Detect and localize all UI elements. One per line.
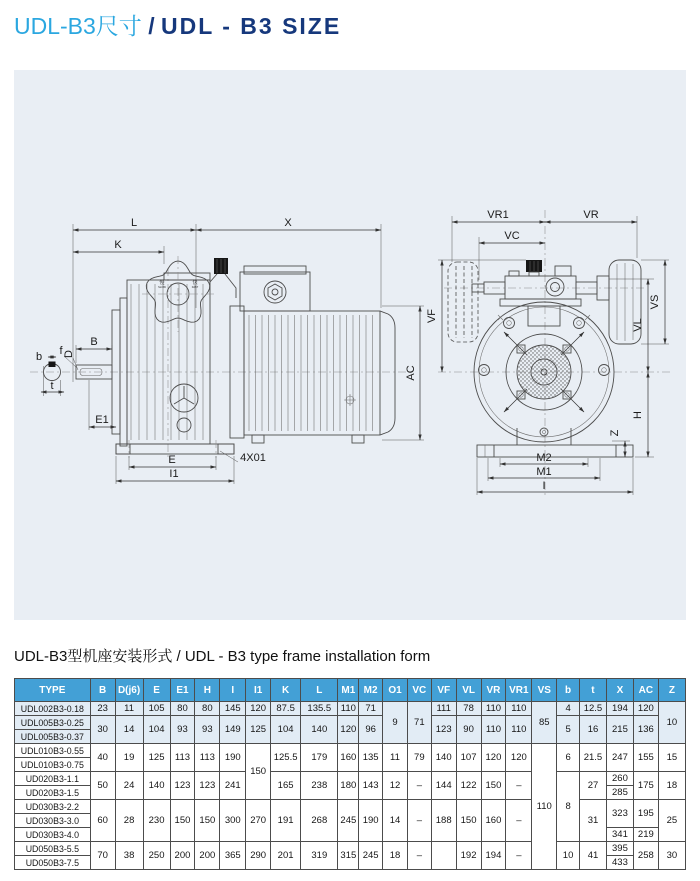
table-row <box>15 800 686 814</box>
size-table-wrapper <box>14 678 686 870</box>
value-cell: 188 <box>431 800 456 842</box>
value-cell: 175 <box>633 772 658 800</box>
col-header-E: E <box>143 679 170 702</box>
dim-label-4X01: 4X01 <box>240 452 266 464</box>
value-cell: 15 <box>658 744 685 772</box>
value-cell: 4 <box>557 702 580 716</box>
value-cell: 90 <box>456 716 481 744</box>
dim-label-f: f <box>59 345 63 357</box>
value-cell: 230 <box>143 800 170 842</box>
value-cell: 60 <box>90 800 115 842</box>
value-cell: 219 <box>633 828 658 842</box>
col-header-AC: AC <box>633 679 658 702</box>
value-cell: 79 <box>407 744 431 772</box>
value-cell: 8 <box>557 772 580 842</box>
value-cell: 140 <box>431 744 456 772</box>
value-cell: 290 <box>246 842 271 870</box>
col-header-M2: M2 <box>359 679 383 702</box>
value-cell: 200 <box>195 842 220 870</box>
value-cell: – <box>506 772 532 800</box>
dim-label-b: b <box>35 351 43 363</box>
value-cell: 14 <box>383 800 408 842</box>
value-cell: 247 <box>606 744 633 772</box>
value-cell: 16 <box>580 716 607 744</box>
col-header-VC: VC <box>407 679 431 702</box>
dim-label-VR: VR <box>583 209 599 221</box>
dim-label-VF: VF <box>426 308 438 324</box>
value-cell: 87.5 <box>271 702 301 716</box>
col-header-VL: VL <box>456 679 481 702</box>
value-cell: 150 <box>246 744 271 800</box>
value-cell: 120 <box>246 702 271 716</box>
value-cell: 190 <box>220 744 246 772</box>
value-cell: 194 <box>606 702 633 716</box>
dim-label-AC: AC <box>405 365 417 381</box>
value-cell: 160 <box>481 800 506 842</box>
value-cell: 135 <box>359 744 383 772</box>
value-cell: 120 <box>506 744 532 772</box>
value-cell: 258 <box>633 842 658 870</box>
dim-label-D: D <box>63 350 75 358</box>
value-cell: 18 <box>383 842 408 870</box>
value-cell: 160 <box>338 744 359 772</box>
page-title-en: UDL - B3 SIZE <box>160 13 342 39</box>
value-cell: 241 <box>220 772 246 800</box>
value-cell: 285 <box>606 786 633 800</box>
table-row <box>15 772 686 786</box>
value-cell: 195 <box>633 800 658 828</box>
value-cell: 200 <box>170 842 195 870</box>
value-cell: 120 <box>481 744 506 772</box>
dim-label-t: t <box>50 380 54 392</box>
value-cell: 149 <box>220 716 246 744</box>
table-row <box>15 842 686 856</box>
dim-label-I1: I1 <box>169 468 179 480</box>
type-cell: UDL005B3-0.37 <box>15 730 91 744</box>
col-header-E1: E1 <box>170 679 195 702</box>
value-cell: 125 <box>143 744 170 772</box>
col-header-VR1: VR1 <box>506 679 532 702</box>
value-cell: 395 <box>606 842 633 856</box>
value-cell: 78 <box>456 702 481 716</box>
type-cell: UD030B3-2.2 <box>15 800 91 814</box>
shaft-knurl <box>517 345 571 399</box>
page-title <box>14 8 341 41</box>
value-cell: 323 <box>606 800 633 828</box>
value-cell: 71 <box>359 702 383 716</box>
type-cell: UDL010B3-0.55 <box>15 744 91 758</box>
type-cell: UDL002B3-0.18 <box>15 702 91 716</box>
value-cell: 80 <box>195 702 220 716</box>
value-cell: 111 <box>431 702 456 716</box>
value-cell: 113 <box>170 744 195 772</box>
dim-label-M2: M2 <box>536 452 552 464</box>
value-cell: 96 <box>359 716 383 744</box>
value-cell: 245 <box>338 800 359 842</box>
value-cell: 24 <box>115 772 143 800</box>
dim-label-X: X <box>284 217 292 229</box>
col-header-L: L <box>301 679 338 702</box>
dim-label-K: K <box>114 239 122 251</box>
value-cell: 110 <box>506 702 532 716</box>
type-cell: UD050B3-5.5 <box>15 842 91 856</box>
size-table-body <box>15 702 686 870</box>
value-cell: 14 <box>115 716 143 744</box>
value-cell: 25 <box>658 800 685 842</box>
value-cell: 215 <box>606 716 633 744</box>
value-cell: 270 <box>246 800 271 842</box>
value-cell: 143 <box>359 772 383 800</box>
control-head-body <box>505 276 576 299</box>
drawing-panel <box>14 70 686 620</box>
value-cell: 19 <box>115 744 143 772</box>
value-cell: 123 <box>170 772 195 800</box>
value-cell: 194 <box>481 842 506 870</box>
value-cell: 123 <box>195 772 220 800</box>
value-cell: 9 <box>383 702 408 744</box>
table-row <box>15 744 686 758</box>
dim-label-VC: VC <box>504 230 520 242</box>
value-cell: 93 <box>170 716 195 744</box>
value-cell: 105 <box>143 702 170 716</box>
value-cell: 155 <box>633 744 658 772</box>
value-cell: 120 <box>633 702 658 716</box>
dim-label-VR1: VR1 <box>487 209 509 221</box>
value-cell: – <box>407 800 431 842</box>
value-cell: 319 <box>301 842 338 870</box>
table-caption: UDL-B3型机座安装形式 / UDL - B3 type frame installation form <box>14 648 431 665</box>
value-cell: 192 <box>456 842 481 870</box>
col-header-M1: M1 <box>338 679 359 702</box>
dim-label-B: B <box>90 336 98 348</box>
col-header-Z: Z <box>658 679 685 702</box>
type-cell: UDL005B3-0.25 <box>15 716 91 730</box>
col-header-t: t <box>580 679 607 702</box>
knob-label-fast-cn: 快 <box>192 280 198 286</box>
value-cell: 113 <box>195 744 220 772</box>
value-cell: 268 <box>301 800 338 842</box>
size-table-head-row <box>15 679 686 702</box>
value-cell: 71 <box>407 702 431 744</box>
value-cell: 260 <box>606 772 633 786</box>
value-cell: 50 <box>90 772 115 800</box>
value-cell: 10 <box>658 702 685 744</box>
page-title-cn: UDL-B3尺寸 <box>14 13 142 39</box>
value-cell: – <box>407 842 431 870</box>
motor-fins <box>249 315 373 431</box>
value-cell: 136 <box>633 716 658 744</box>
value-cell: 150 <box>456 800 481 842</box>
value-cell: 144 <box>431 772 456 800</box>
col-header-D(j6): D(j6) <box>115 679 143 702</box>
value-cell <box>431 842 456 870</box>
value-cell: 110 <box>506 716 532 744</box>
value-cell: 70 <box>90 842 115 870</box>
value-cell: 110 <box>532 744 557 870</box>
gearbox-ribs <box>131 284 203 440</box>
col-header-VR: VR <box>481 679 506 702</box>
value-cell: 140 <box>143 772 170 800</box>
value-cell: 250 <box>143 842 170 870</box>
value-cell: 122 <box>456 772 481 800</box>
col-header-H: H <box>195 679 220 702</box>
value-cell: 40 <box>90 744 115 772</box>
side-view-drawing <box>30 217 424 484</box>
value-cell: 179 <box>301 744 338 772</box>
value-cell: 315 <box>338 842 359 870</box>
value-cell: 85 <box>532 702 557 744</box>
value-cell: 28 <box>115 800 143 842</box>
value-cell: 5 <box>557 716 580 744</box>
value-cell: 190 <box>359 800 383 842</box>
value-cell: 341 <box>606 828 633 842</box>
col-header-b: b <box>557 679 580 702</box>
value-cell: 238 <box>301 772 338 800</box>
value-cell: 10 <box>557 842 580 870</box>
col-header-O1: O1 <box>383 679 408 702</box>
col-header-VF: VF <box>431 679 456 702</box>
value-cell: 27 <box>580 772 607 800</box>
value-cell: 41 <box>580 842 607 870</box>
value-cell: – <box>506 842 532 870</box>
type-cell: UD050B3-7.5 <box>15 856 91 870</box>
dim-label-I: I <box>542 480 546 492</box>
value-cell: 125.5 <box>271 744 301 772</box>
knob-label-slow-en: SLOW <box>158 286 166 289</box>
value-cell: 140 <box>301 716 338 744</box>
value-cell: 12.5 <box>580 702 607 716</box>
col-header-I: I <box>220 679 246 702</box>
value-cell: 300 <box>220 800 246 842</box>
value-cell: 31 <box>580 800 607 842</box>
type-cell: UD030B3-4.0 <box>15 828 91 842</box>
value-cell: 30 <box>90 716 115 744</box>
value-cell: 433 <box>606 856 633 870</box>
dim-label-M1: M1 <box>536 466 552 478</box>
value-cell: 104 <box>143 716 170 744</box>
dim-label-H: H <box>632 411 644 419</box>
value-cell: 110 <box>481 716 506 744</box>
value-cell: – <box>407 772 431 800</box>
dim-label-VS: VS <box>649 294 661 310</box>
value-cell: 110 <box>338 702 359 716</box>
value-cell: 23 <box>90 702 115 716</box>
value-cell: 150 <box>170 800 195 842</box>
table-row <box>15 702 686 716</box>
value-cell: 12 <box>383 772 408 800</box>
value-cell: 110 <box>481 702 506 716</box>
value-cell: 145 <box>220 702 246 716</box>
value-cell: 18 <box>658 772 685 800</box>
col-header-I1: I1 <box>246 679 271 702</box>
value-cell: 11 <box>115 702 143 716</box>
col-header-K: K <box>271 679 301 702</box>
dim-label-Z: Z <box>609 429 621 437</box>
technical-drawing <box>14 70 686 620</box>
value-cell: 30 <box>658 842 685 870</box>
page-title-sep: / <box>141 13 161 39</box>
value-cell: 107 <box>456 744 481 772</box>
value-cell: 120 <box>338 716 359 744</box>
left-handwheel-hidden <box>448 262 478 342</box>
value-cell: 245 <box>359 842 383 870</box>
type-cell: UD030B3-3.0 <box>15 814 91 828</box>
value-cell: – <box>506 800 532 842</box>
col-header-B: B <box>90 679 115 702</box>
col-header-TYPE: TYPE <box>15 679 91 702</box>
value-cell: 11 <box>383 744 408 772</box>
terminal-box <box>240 272 310 311</box>
value-cell: 150 <box>481 772 506 800</box>
table-row <box>15 716 686 730</box>
dim-label-E: E <box>168 454 176 466</box>
knob-label-fast-en: FAST <box>191 286 199 289</box>
value-cell: 165 <box>271 772 301 800</box>
value-cell: 6 <box>557 744 580 772</box>
value-cell: 123 <box>431 716 456 744</box>
dim-label-VL: VL <box>632 318 644 332</box>
col-header-VS: VS <box>532 679 557 702</box>
type-cell: UD020B3-1.5 <box>15 786 91 800</box>
knob-label-slow-cn: 慢 <box>159 280 165 286</box>
dim-label-E1: E1 <box>95 414 109 426</box>
value-cell: 38 <box>115 842 143 870</box>
value-cell: 191 <box>271 800 301 842</box>
value-cell: 180 <box>338 772 359 800</box>
col-header-X: X <box>606 679 633 702</box>
front-view-drawing <box>426 209 670 498</box>
value-cell: 80 <box>170 702 195 716</box>
value-cell: 21.5 <box>580 744 607 772</box>
dim-label-L: L <box>130 217 138 229</box>
size-table <box>14 678 686 870</box>
value-cell: 104 <box>271 716 301 744</box>
value-cell: 150 <box>195 800 220 842</box>
value-cell: 125 <box>246 716 271 744</box>
mounting-feet <box>477 445 633 457</box>
type-cell: UDL010B3-0.75 <box>15 758 91 772</box>
value-cell: 135.5 <box>301 702 338 716</box>
value-cell: 201 <box>271 842 301 870</box>
type-cell: UD020B3-1.1 <box>15 772 91 786</box>
value-cell: 365 <box>220 842 246 870</box>
value-cell: 93 <box>195 716 220 744</box>
